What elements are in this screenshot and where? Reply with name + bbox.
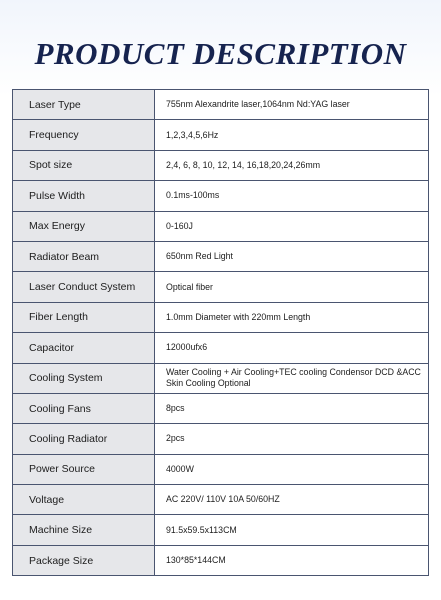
spec-label: Machine Size: [13, 515, 155, 545]
page-title: PRODUCT DESCRIPTION: [34, 36, 407, 71]
table-row: [13, 393, 429, 423]
spec-value: 91.5x59.5x113CM: [155, 515, 429, 545]
spec-label: Pulse Width: [13, 181, 155, 211]
spec-label: Max Energy: [13, 211, 155, 241]
spec-value: 8pcs: [155, 393, 429, 423]
spec-value: 1,2,3,4,5,6Hz: [155, 120, 429, 150]
spec-label: Cooling Radiator: [13, 424, 155, 454]
table-row: [13, 150, 429, 180]
spec-value: Optical fiber: [155, 272, 429, 302]
table-row: [13, 454, 429, 484]
spec-label: Cooling Fans: [13, 393, 155, 423]
spec-value: 650nm Red Light: [155, 241, 429, 271]
spec-value: AC 220V/ 110V 10A 50/60HZ: [155, 485, 429, 515]
spec-label: Spot size: [13, 150, 155, 180]
spec-label: Fiber Length: [13, 302, 155, 332]
spec-label: Radiator Beam: [13, 241, 155, 271]
table-row: [13, 181, 429, 211]
spec-label: Voltage: [13, 485, 155, 515]
spec-value: 4000W: [155, 454, 429, 484]
table-row: [13, 302, 429, 332]
table-row: [13, 545, 429, 575]
spec-value: 2,4, 6, 8, 10, 12, 14, 16,18,20,24,26mm: [155, 150, 429, 180]
spec-table: [12, 89, 429, 576]
table-row: [13, 515, 429, 545]
table-row: [13, 363, 429, 393]
spec-value: 12000ufx6: [155, 333, 429, 363]
table-row: [13, 424, 429, 454]
spec-value: 0-160J: [155, 211, 429, 241]
spec-value: 755nm Alexandrite laser,1064nm Nd:YAG laser: [155, 90, 429, 120]
spec-label: Cooling System: [13, 363, 155, 393]
table-row: [13, 333, 429, 363]
spec-value: 130*85*144CM: [155, 545, 429, 575]
spec-value: Water Cooling + Air Cooling+TEC cooling Condensor DCD &ACC Skin Cooling Optional: [155, 363, 429, 393]
spec-label: Package Size: [13, 545, 155, 575]
spec-label: Laser Conduct System: [13, 272, 155, 302]
spec-label: Laser Type: [13, 90, 155, 120]
spec-label: Power Source: [13, 454, 155, 484]
spec-label: Capacitor: [13, 333, 155, 363]
table-row: [13, 120, 429, 150]
table-row: [13, 241, 429, 271]
spec-value: 1.0mm Diameter with 220mm Length: [155, 302, 429, 332]
spec-value: 2pcs: [155, 424, 429, 454]
table-row: [13, 272, 429, 302]
spec-label: Frequency: [13, 120, 155, 150]
table-row: [13, 485, 429, 515]
spec-value: 0.1ms-100ms: [155, 181, 429, 211]
table-row: [13, 90, 429, 120]
table-row: [13, 211, 429, 241]
